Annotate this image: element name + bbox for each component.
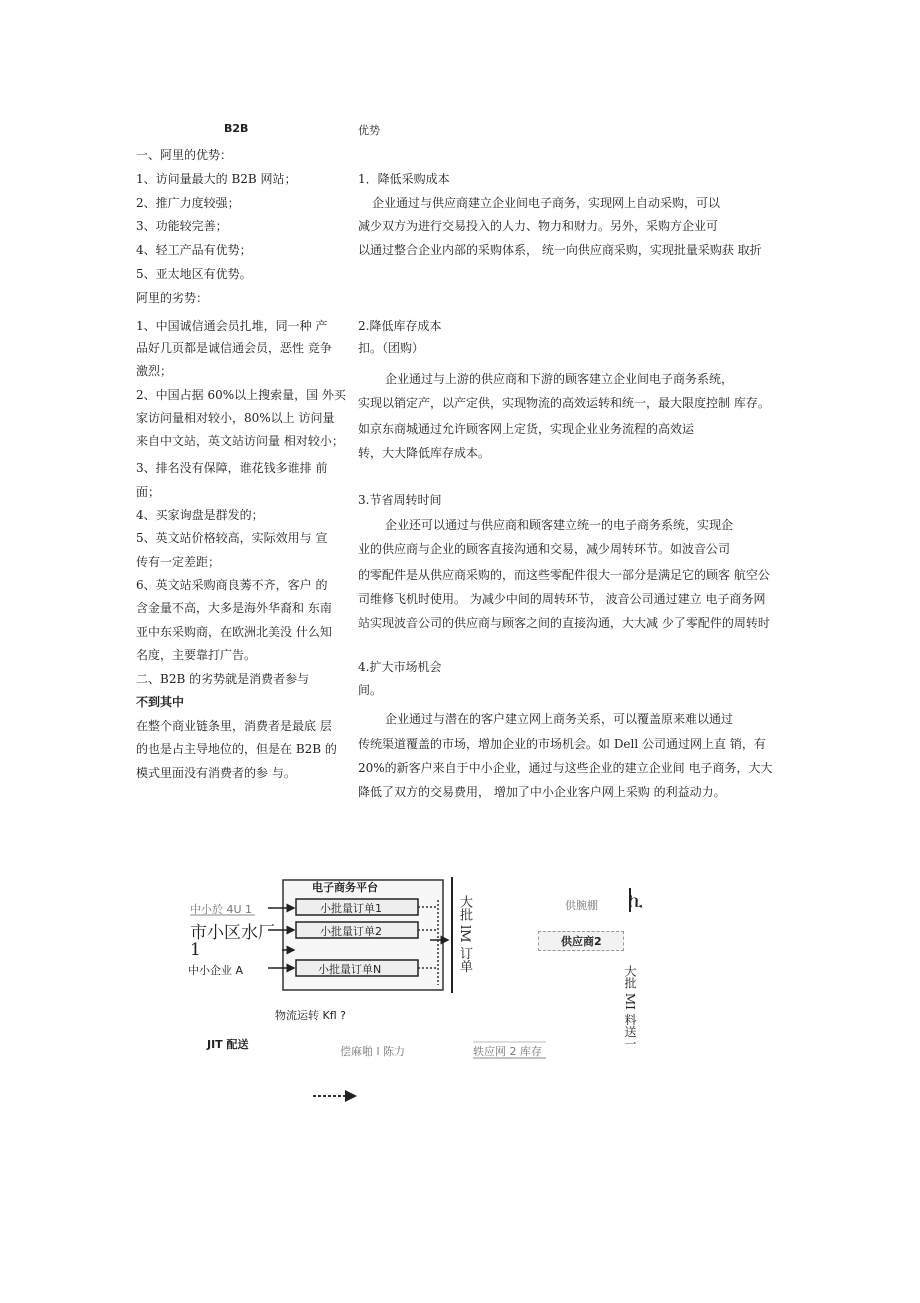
- left-line: 名度，主要靠打广告。: [136, 648, 257, 662]
- left-line: 品好几页都是诚信通会员，恶性 竞争: [136, 341, 332, 355]
- body-line: 20%的新客户来自于中小企业，通过与这些企业的建立企业间 电子商务，大大: [358, 761, 773, 775]
- bulk-order-label: 大批 lM 订单: [457, 895, 472, 973]
- left-line: 5、英文站价格较高，实际效用与 宣: [136, 531, 328, 545]
- left-line: 面；: [136, 485, 161, 499]
- body-line: 间。: [358, 683, 383, 697]
- body-line: 企业还可以通过与供应商和顾客建立统一的电子商务系统，实现企: [385, 518, 734, 532]
- left-line: 2、中国占据 60%以上搜索量，国 外买: [136, 388, 346, 402]
- section-title: 4.扩大市场机会: [358, 660, 442, 674]
- left-line: 家访问量相对较小，80%以上 访问量: [136, 411, 335, 425]
- body-line: 降低了双方的交易费用， 增加了中小企业客户网上采购 的利益动力。: [358, 785, 726, 799]
- supplier-2-box: [538, 931, 624, 951]
- sme-label-2: 市小区水厂: [190, 923, 275, 943]
- left-line: 5、亚太地区有优势。: [136, 267, 252, 281]
- left-line: 二、B2B 的劣势就是消费者参与: [136, 672, 310, 686]
- left-line: 亚中东采购商，在欧洲北美没 什么知: [136, 625, 332, 639]
- section-title: 3.节省周转时间: [358, 493, 442, 507]
- body-line: 企业通过与供应商建立企业间电子商务，实现网上自动采购，可以: [372, 196, 721, 210]
- jit-label: JIT 配送: [207, 1038, 249, 1051]
- left-line: 3、排名没有保障，谁花钱多谁排 前: [136, 461, 328, 475]
- body-line: 转，大大降低库存成本。: [358, 446, 491, 460]
- left-line: 传有一定差距；: [136, 555, 221, 569]
- body-line: 扣。（团购）: [358, 341, 425, 355]
- left-line: 3、功能较完善；: [136, 219, 228, 233]
- order-box-1: 小批量订单1: [320, 902, 382, 915]
- sme-label-3: 1: [190, 940, 201, 960]
- platform-title: 电子商务平台: [312, 881, 378, 894]
- body-line: 实现以销定产，以产定供，实现物流的高效运转和统一，最大限度控制 库存。: [358, 396, 770, 410]
- body-line: 如京东商城通过允许顾客网上定货，实现企业业务流程的高效运: [358, 422, 695, 436]
- body-line: 减少双方为进行交易投入的人力、物力和财力。另外，采购方企业可: [358, 219, 719, 233]
- logistics-label: 物流运转 Kfl ?: [275, 1009, 346, 1022]
- body-line: 站实现波音公司的供应商与顾客之间的直接沟通，大大减 少了零配件的周转时: [358, 616, 770, 630]
- supplier-1-label: 供腕棚: [565, 899, 598, 912]
- bulk-delivery-label: 大批 MI 料送一: [623, 965, 637, 1050]
- left-line: 含金量不高，大多是海外华裔和 东南: [136, 601, 332, 615]
- left-line: 一、阿里的优势：: [136, 148, 233, 162]
- bottom-mid-label: 偿麻啪 l 陈力: [340, 1045, 406, 1058]
- bottom-right-label: 轶应网 2 库存: [473, 1045, 542, 1058]
- sme-label-4: 中小企业 A: [188, 964, 244, 977]
- left-line: 的也是占主导地位的，但是在 B2B 的: [136, 742, 337, 756]
- body-line: 业的供应商与企业的顾客直接沟通和交易，减少周转环节。如波音公司: [358, 542, 731, 556]
- body-line: 传统渠道覆盖的市场，增加企业的市场机会。如 Dell 公司通过网上直 销，有: [358, 737, 766, 751]
- supplier-2-label: 供应商2: [561, 935, 602, 948]
- body-line: 企业通过与上游的供应商和下游的顾客建立企业间电子商务系统，: [385, 372, 734, 386]
- left-line: 1、访问量最大的 B2B 网站；: [136, 172, 297, 186]
- left-line: 4、轻工产品有优势；: [136, 243, 252, 257]
- left-line: 2、推广力度较强；: [136, 196, 240, 210]
- order-box-n: 小批量订单N: [318, 963, 382, 976]
- order-box-2: 小批量订单2: [320, 925, 382, 938]
- left-line: 不到其中: [136, 695, 185, 709]
- left-line: 激烈；: [136, 364, 173, 378]
- left-line: 阿里的劣势：: [136, 291, 209, 305]
- b2b-header: B2B: [224, 122, 249, 135]
- body-line: 的零配件是从供应商采购的，而这些零配件很大一部分是满足它的顾客 航空公: [358, 568, 770, 582]
- section-title: 2.降低库存成本: [358, 319, 442, 333]
- sme-label-1: 中小於 4U 1: [190, 903, 253, 916]
- advantage-header: 优势: [358, 124, 380, 137]
- body-line: 以通过整合企业内部的采购体系， 统一向供应商采购，实现批量采购获 取折: [358, 243, 762, 257]
- left-line: 1、中国诚信通会员扎堆，同一种 产: [136, 319, 328, 333]
- body-line: 企业通过与潜在的客户建立网上商务关系，可以覆盖原来难以通过: [385, 712, 734, 726]
- supplier-1-mark: ኪ: [628, 888, 643, 912]
- body-line: 司维修飞机时使用。 为减少中间的周转环节， 波音公司通过建立 电子商务网: [358, 592, 766, 606]
- left-line: 6、英文站采购商良莠不齐，客户 的: [136, 578, 328, 592]
- left-line: 来自中文站，英文站访问量 相对较小；: [136, 434, 344, 448]
- left-line: 在整个商业链条里，消费者是最底 层: [136, 719, 332, 733]
- section-title: 1．降低采购成本: [358, 172, 450, 186]
- left-line: 4、买家询盘是群发的；: [136, 508, 264, 522]
- left-line: 模式里面没有消费者的参 与。: [136, 766, 296, 780]
